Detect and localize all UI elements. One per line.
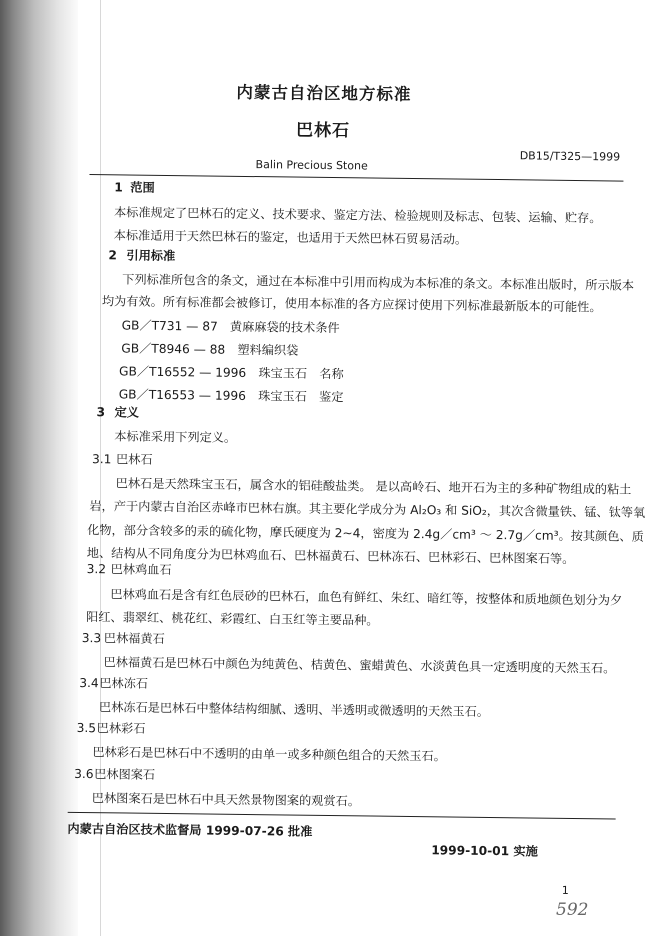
definition-3-6-number: 3.6 (74, 766, 94, 782)
definition-3-2-title: 巴林鸡血石 (110, 562, 172, 578)
standard-type-heading: 内蒙古自治区地方标准 (236, 82, 412, 104)
section-2-number: 2 (108, 248, 118, 263)
page-number: 1 (561, 883, 569, 897)
definition-3-2-line-1: 巴林鸡血石是含有红色辰砂的巴林石，血色有鲜红、朱红、暗红等，按整体和质地颜色划分为夕 (110, 587, 623, 608)
definition-3-1-line-3: 化物，部分含较多的汞的硫化物，摩氏硬度为 2~4，密度为 2.4g／cm³ ～ 2.7g／cm³。按其颜色、质 (87, 523, 644, 544)
definition-3-1-title: 巴林石 (115, 452, 153, 467)
section-1-para-1: 本标准规定了巴林石的定义、技术要求、鉴定方法、检验规则及标志、包装、运输、贮存。 (113, 205, 602, 226)
definition-3-4-number: 3.4 (79, 675, 99, 691)
definition-3-1-number: 3.1 (91, 452, 112, 467)
definition-3-3-number: 3.3 (81, 630, 102, 646)
definition-3-1-line-2: 岩，产于内蒙古自治区赤峰市巴林右旗。其主要化学成分为 Al₂O₃ 和 SiO₂，其次含微量铁、锰、钛等氧 (89, 499, 646, 520)
section-2-title: 引用标准 (126, 248, 176, 264)
effective-date: 1999-10-01 实施 (431, 843, 538, 859)
definition-3-2-number: 3.2 (86, 562, 107, 577)
footer-rule (68, 812, 616, 820)
definition-3-1-line-4: 地、结构从不同角度分为巴林鸡血石、巴林福黄石、巴林冻石、巴林彩石、巴林图案石等。 (86, 546, 575, 566)
definition-3-3-line-1: 巴林福黄石是巴林石中颜色为纯黄色、桔黄色、蜜蜡黄色、水淡黄色具一定透明度的天然玉石。 (103, 655, 616, 676)
section-1-para-2: 本标准适用于天然巴林石的鉴定，也适用于天然巴林石贸易活动。 (113, 228, 468, 247)
reference-item: GB／T731 — 87 黄麻麻袋的技术条件 (121, 318, 340, 336)
section-3-title: 定义 (114, 405, 140, 420)
reference-item: GB／T16552 — 1996 珠宝玉石 名称 (118, 364, 344, 382)
header-rule (89, 174, 623, 182)
definition-3-4-line-1: 巴林冻石是巴林石中整体结构细腻、透明、半透明或微透明的天然玉石。 (98, 700, 490, 719)
section-1-number: 1 (114, 180, 123, 195)
definition-3-6-line-1: 巴林图案石是巴林石中具天然景物图案的观赏石。 (91, 791, 361, 809)
definition-3-5-number: 3.5 (76, 720, 97, 736)
approval-line: 内蒙古自治区技术监督局 1999-07-26 批准 (67, 821, 313, 839)
definition-3-4-title: 巴林冻石 (99, 676, 149, 691)
section-2-para-line-1: 下列标准所包含的条文，通过在本标准中引用而构成为本标准的条文。本标准出版时，所示版本 (122, 272, 635, 293)
handwritten-note: 592 (556, 900, 589, 920)
definition-3-3-title: 巴林福黄石 (103, 631, 165, 646)
page-title: 巴林石 (295, 120, 351, 142)
definition-3-1-line-1: 巴林石是天然珠宝玉石，属含水的铝硅酸盐类。 是以高岭石、地开石为主的多种矿物组成的粘土 (115, 476, 632, 497)
definition-3-2-line-2: 阳红、翡翠红、桃花红、彩霞红、白玉红等主要品种。 (85, 610, 379, 628)
definition-3-6-title: 巴林图案石 (94, 767, 156, 782)
reference-item: GB／T8946 — 88 塑料编织袋 (121, 341, 299, 358)
standard-code: DB15/T325—1999 (519, 149, 621, 164)
section-1-title: 范围 (130, 180, 155, 195)
english-title: Balin Precious Stone (255, 158, 368, 173)
definition-3-5-line-1: 巴林彩石是巴林石中不透明的由单一或多种颜色组合的天然玉石。 (92, 745, 446, 764)
section-2-para-line-2: 均为有效。所有标准都会被修订，使用本标准的各方应探讨使用下列标准最新版本的可能性。 (101, 294, 602, 315)
section-3-intro: 本标准采用下列定义。 (114, 429, 237, 445)
section-3-number: 3 (96, 405, 106, 420)
definition-3-5-title: 巴林彩石 (96, 721, 146, 736)
reference-item: GB／T16553 — 1996 珠宝玉石 鉴定 (118, 387, 344, 405)
